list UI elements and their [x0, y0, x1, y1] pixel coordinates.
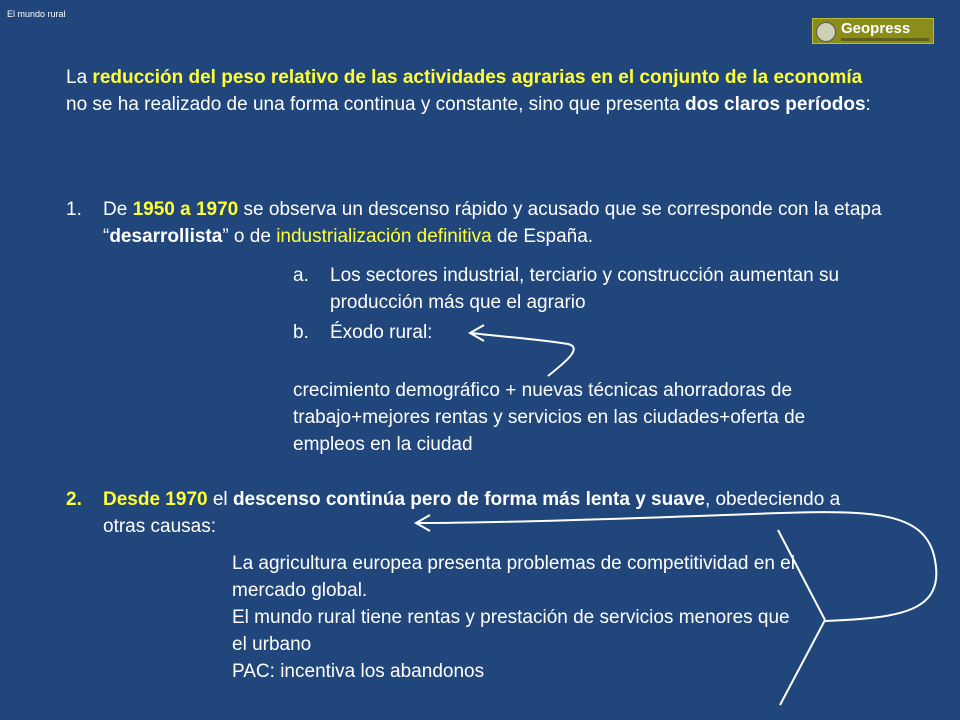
point-1-number: 1.	[66, 199, 82, 220]
cause-1: La agricultura europea presenta problemas de competitividad en el mercado global.	[232, 553, 795, 601]
sub-b-marker: b.	[293, 322, 309, 343]
bracket-upper-line	[778, 530, 825, 620]
slide-header: El mundo rural	[7, 9, 66, 19]
sub-a-marker: a.	[293, 265, 309, 286]
logo-name: Geopress	[841, 20, 911, 37]
exodo-causes-text: crecimiento demográfico + nuevas técnicas ahorradoras de trabajo+mejores rentas y servicios en las ciudades+oferta de empleos en la ciudad	[293, 380, 806, 455]
cause-3: PAC: incentiva los abandonos	[232, 661, 485, 682]
point-2-number: 2.	[66, 489, 82, 510]
causes-arrow-curve	[418, 512, 936, 621]
intro-paragraph: La reducción del peso relativo de las actividades agrarias en el conjunto de la economía no se ha realizado de una forma continua y constante, sino que presenta dos claros períodos:	[66, 67, 871, 115]
cause-2: El mundo rural tiene rentas y prestación de servicios menores que el urbano	[232, 607, 790, 655]
point-2-text: Desde 1970 el descenso continúa pero de forma más lenta y suave, obedeciendo a otras causas:	[103, 489, 841, 537]
exodo-arrow-curve	[472, 333, 574, 376]
sub-a-text: Los sectores industrial, terciario y construcción aumentan su producción más que el agrario	[330, 265, 840, 313]
point-1-text: De 1950 a 1970 se observa un descenso rápido y acusado que se corresponde con la etapa “desarrollista” o de industrialización definitiva de España.	[103, 199, 882, 247]
bracket-lower-line	[780, 620, 825, 705]
sub-b-text: Éxodo rural:	[330, 322, 433, 343]
